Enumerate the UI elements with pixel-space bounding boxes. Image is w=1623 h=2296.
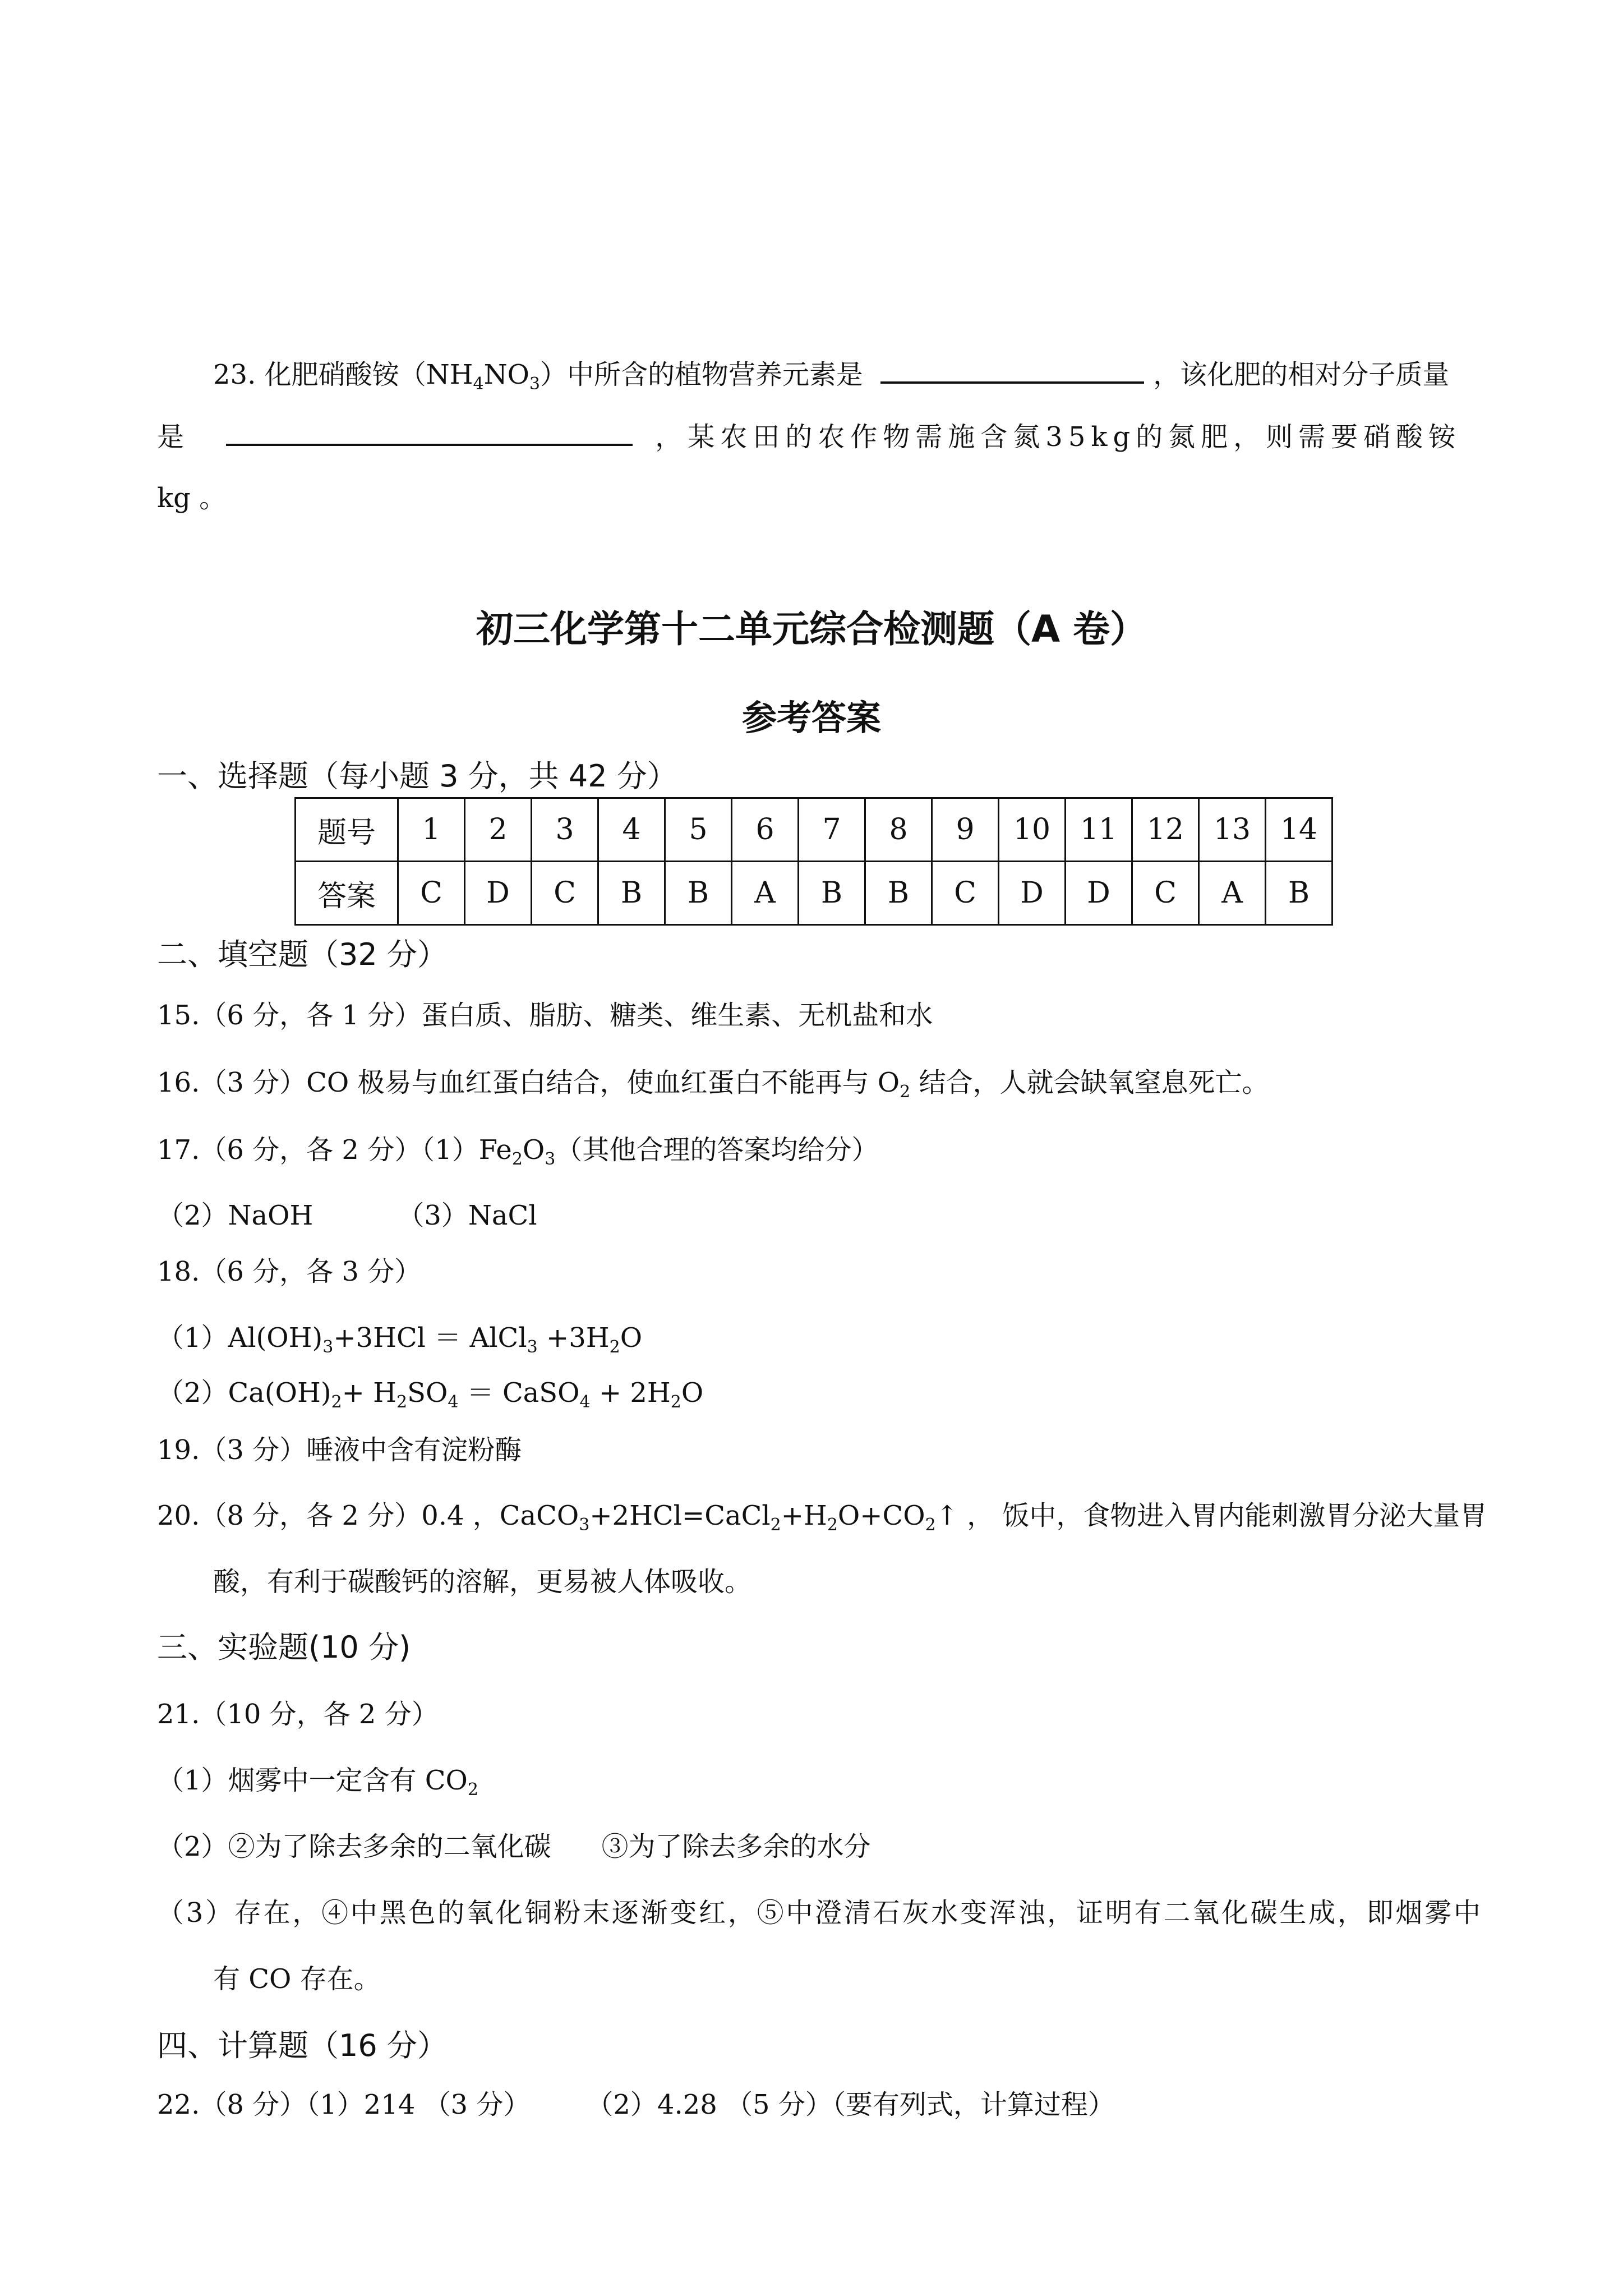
- q23-line2: 是 ，某农田的农作物需施含氮35kg的氮肥，则需要硝酸铵: [157, 419, 1481, 454]
- answer-18: 18.（6 分，各 3 分）: [157, 1256, 422, 1287]
- table-cell: 5: [665, 798, 732, 862]
- table-cell: 7: [799, 798, 865, 862]
- page-subtitle: 参考答案: [741, 697, 881, 738]
- table-cell: B: [598, 862, 665, 925]
- table-cell: B: [1266, 862, 1332, 925]
- table-cell: D: [1066, 862, 1132, 925]
- answer-blank[interactable]: [226, 419, 633, 446]
- answer-20-cont: 酸，有利于碳酸钙的溶解，更易被人体吸收。: [213, 1566, 752, 1598]
- table-row-numbers: [296, 798, 1332, 862]
- table-cell: 2: [465, 798, 532, 862]
- table-cell: 13: [1199, 798, 1266, 862]
- answer-18-1: $(1)Al(OH)_3+3HCl$ ＝ AlCl$_3$ $+3H_2O$: [157, 1322, 643, 1357]
- table-header-cell: 答案: [296, 862, 398, 925]
- answer-15: 15.（6 分，各 1 分）蛋白质、脂肪、糖类、维生素、无机盐和水: [157, 1000, 933, 1031]
- answer-21-3: （3）存在，④中黑色的氧化铜粉末逐渐变红，⑤中澄清石灰水变浑浊，证明有二氧化碳生成，即烟雾中: [157, 1897, 1481, 1929]
- table-cell: C: [398, 862, 465, 925]
- table-cell: C: [1132, 862, 1199, 925]
- table-header-cell: 题号: [296, 798, 398, 862]
- table-cell: 3: [532, 798, 598, 862]
- table-cell: 12: [1132, 798, 1199, 862]
- table-cell: 14: [1266, 798, 1332, 862]
- section-heading-fill: 二、填空题（32 分）: [157, 937, 448, 972]
- answer-table: [294, 797, 1333, 926]
- answer-16: 16.（3 分）CO 极易与血红蛋白结合，使血红蛋白不能再与 $O_2$ 结合，人就会缺氧窒息死亡。: [157, 1067, 1269, 1102]
- table-cell: 10: [999, 798, 1066, 862]
- table-cell: 8: [865, 798, 932, 862]
- section-heading-choice: 一、选择题（每小题 3 分，共 42 分）: [157, 758, 677, 794]
- answer-20: 20.（8 分，各 2 分）0.4 ，$CaCO_3+2HCl=CaCl_2+H_2O+CO_2↑$ ， 饭中，食物进入胃内能刺激胃分泌大量胃: [157, 1500, 1487, 1535]
- answer-21-3-cont: 有 CO 存在。: [213, 1963, 381, 1995]
- table-cell: B: [865, 862, 932, 925]
- table-cell: B: [799, 862, 865, 925]
- answer-18-2: $(2)Ca(OH)_2+ H_2SO_4$ ＝ CaSO$_4$ + $2H_2O$: [157, 1377, 704, 1412]
- table-cell: A: [732, 862, 799, 925]
- answer-17-parts: （2）NaOH （3）NaCl: [157, 1200, 537, 1231]
- table-cell: A: [1199, 862, 1266, 925]
- answer-21: 21.（10 分，各 2 分）: [157, 1699, 439, 1730]
- q23-line3: kg 。: [157, 482, 227, 514]
- table-cell: 11: [1066, 798, 1132, 862]
- answer-19: 19.（3 分）唾液中含有淀粉酶: [157, 1434, 522, 1466]
- section-heading-experiment: 三、实验题(10 分): [157, 1630, 411, 1665]
- section-heading-calculation: 四、计算题（16 分）: [157, 2028, 448, 2063]
- table-cell: 9: [932, 798, 999, 862]
- table-cell: 4: [598, 798, 665, 862]
- q23-line1: 23. 化肥硝酸铵$(NH_4NO_3)$中所含的植物营养元素是 ，该化肥的相对分子质量: [213, 357, 1537, 392]
- answer-21-2: （2）②为了除去多余的二氧化碳 ③为了除去多余的水分: [157, 1831, 871, 1862]
- answer-17: 17.（6 分，各 2 分）$(1)Fe_2O_3$（其他合理的答案均给分）: [157, 1134, 879, 1169]
- table-cell: B: [665, 862, 732, 925]
- answer-blank[interactable]: [880, 357, 1144, 384]
- answer-21-1: （1）烟雾中一定含有 $CO_2$: [157, 1765, 478, 1800]
- table-cell: D: [999, 862, 1066, 925]
- table-cell: D: [465, 862, 532, 925]
- table-cell: 1: [398, 798, 465, 862]
- table-cell: 6: [732, 798, 799, 862]
- answer-22: 22.（8 分）（1）214 （3 分） （2）4.28 （5 分）（要有列式，计算过程）: [157, 2089, 1115, 2120]
- table-row-answers: [296, 862, 1332, 925]
- table-cell: C: [532, 862, 598, 925]
- page-title: 初三化学第十二单元综合检测题（A 卷）: [476, 608, 1147, 651]
- table-cell: C: [932, 862, 999, 925]
